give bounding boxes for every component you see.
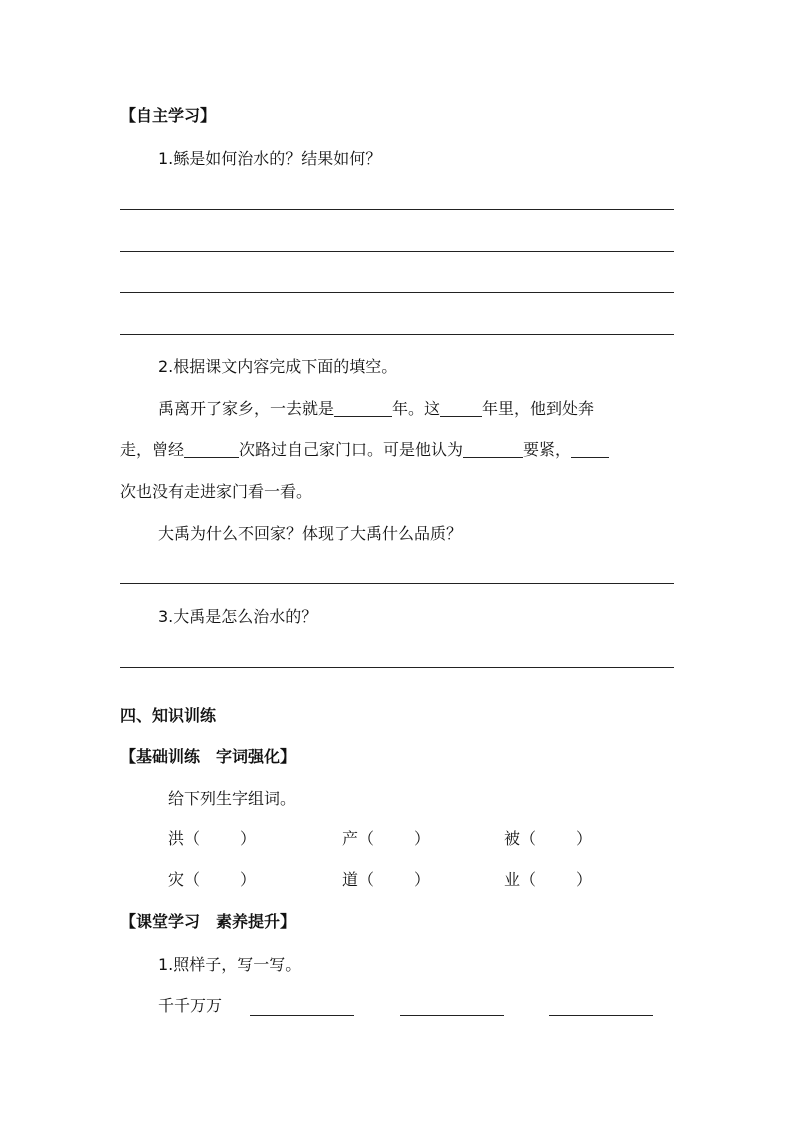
fill-blank[interactable] [463,441,523,458]
question-2: 2.根据课文内容完成下面的填空。 [158,357,398,376]
answer-line[interactable] [120,292,674,293]
fill-blank[interactable] [440,400,482,417]
char-label: 洪 [168,829,185,848]
example-word: 千千万万 [158,996,223,1015]
answer-line[interactable] [120,667,674,668]
write-blank[interactable] [549,1015,653,1016]
char-item: 洪（ ） [168,829,257,848]
char-label: 产 [342,829,359,848]
question-1: 1.鲧是如何治水的？结果如何？ [158,149,382,168]
char-item: 业（ ） [504,870,593,889]
answer-line[interactable] [120,251,674,252]
char-label: 被 [504,829,521,848]
fill-text: 走，曾经 [120,440,185,459]
instruction-text: 给下列生字组词。 [168,789,297,808]
char-item: 灾（ ） [168,870,257,889]
write-blank[interactable] [400,1015,504,1016]
fill-text: 禹离开了家乡，一去就是 [158,399,335,418]
answer-line[interactable] [120,209,674,210]
fill-text: 年。这 [392,399,441,418]
char-item: 道（ ） [342,870,431,889]
fill-text: 年里，他到处奔 [482,399,595,418]
fill-blank[interactable] [571,441,609,458]
class-question-1: 1.照样子，写一写。 [158,955,302,974]
question-3: 3.大禹是怎么治水的？ [158,607,318,626]
char-label: 业 [504,870,521,889]
self-study-header: 【自主学习】 [120,106,217,125]
char-item: 产（ ） [342,829,431,848]
write-blank[interactable] [250,1015,354,1016]
fill-line-1 [158,399,594,419]
basic-training-header: 【基础训练 字词强化】 [120,747,297,766]
question-2b: 大禹为什么不回家？体现了大禹什么品质？ [158,524,463,543]
fill-text: 要紧， [523,440,572,459]
class-study-header: 【课堂学习 素养提升】 [120,912,297,931]
fill-blank[interactable] [334,400,392,417]
answer-line[interactable] [120,334,674,335]
fill-line-3: 次也没有走进家门看一看。 [120,482,313,501]
char-label: 灾 [168,870,185,889]
char-item: 被（ ） [504,829,593,848]
answer-line[interactable] [120,583,674,584]
fill-blank[interactable] [184,441,239,458]
section-title: 四、知识训练 [120,706,217,725]
char-label: 道 [342,870,359,889]
fill-line-2 [120,440,609,460]
fill-text: 次路过自己家门口。可是他认为 [239,440,464,459]
